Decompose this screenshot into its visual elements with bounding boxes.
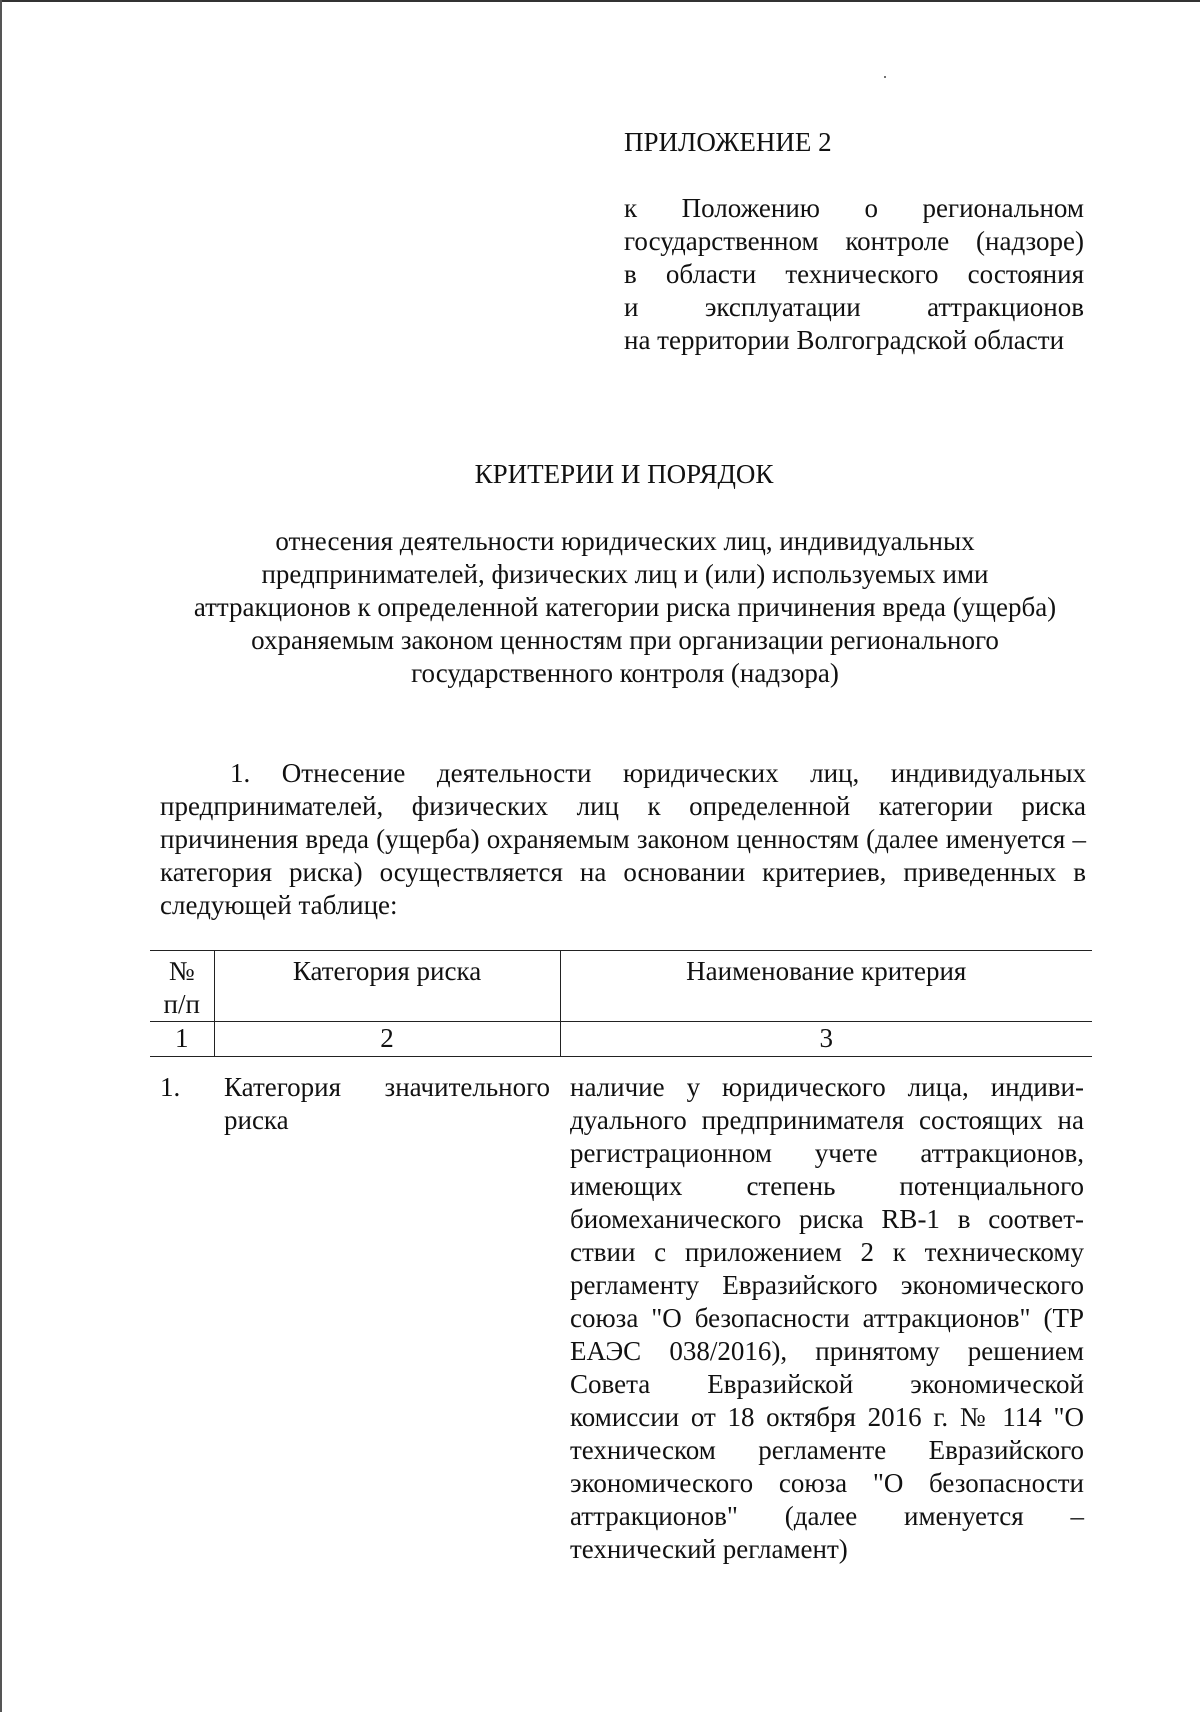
- appendix-title: ПРИЛОЖЕНИЕ 2: [624, 127, 832, 157]
- subtitle-line: отнесения деятельности юридических лиц, индивидуальных: [275, 526, 975, 556]
- header-category: Категория риска: [214, 951, 560, 1022]
- column-number: 1: [150, 1022, 214, 1057]
- scan-edge-top: [0, 0, 1200, 2]
- paragraph-1: 1. Отнесение деятельности юридических лиц, индивидуальных предпринимателей, физических лиц к определенной категории риска причинения вреда (ущерба) охраняемым законом ценностям (далее именуется – категория риска) осуществляется на основании критериев, приведенных в следующей таблице:: [160, 758, 1086, 920]
- scan-edge-left: [0, 0, 2, 1712]
- appendix-text: [624, 192, 1084, 357]
- appendix-line: и эксплуатации аттракционов: [624, 292, 1084, 322]
- category-line: Категория значительного: [224, 1072, 550, 1102]
- header-num-symbol: №: [168, 956, 195, 986]
- subtitle-line: предпринимателей, физических лиц и (или) используемых ими: [261, 559, 989, 589]
- scan-speck: [884, 76, 886, 78]
- subtitle-line: аттракционов к определенной категории риска причинения вреда (ущерба): [193, 592, 1057, 622]
- header-num: [150, 951, 214, 1022]
- row-number: 1.: [160, 1072, 181, 1102]
- appendix-line: на территории Волгоградской области: [624, 325, 1065, 355]
- row-criterion: наличие у юридического лица, индивидуального предпринимателя состоящих на регистрационном учете аттракционов, имеющих степень потенциального биомеханического риска RB-1 в соответствии с приложением 2 к техническому регламенту Евразийского экономического союза "О безопасности аттракционов" (ТР ЕАЭС 038/2016), принятому решением Совета Евразийской экономической комиссии от 18 октября 2016 г. № 114 "О техническом регламенте Евразийского экономического союза "О безопасности аттракционов" (далее именуется – технический регламент): [570, 1072, 1084, 1564]
- subtitle-line: государственного контроля (надзора): [411, 658, 839, 688]
- column-number-row: [150, 1022, 1092, 1057]
- table-header-row: [150, 951, 1092, 1022]
- appendix-line: в области технического состояния: [624, 259, 1084, 289]
- table-row: [150, 1057, 1092, 1567]
- header-criterion: Наименование критерия: [560, 951, 1092, 1022]
- category-line: риска: [224, 1105, 289, 1135]
- document-title: КРИТЕРИИ И ПОРЯДОК: [474, 459, 774, 489]
- column-number: 2: [214, 1022, 560, 1057]
- appendix-line: к Положению о региональном: [624, 193, 1084, 223]
- criteria-table: [150, 950, 1092, 1566]
- appendix-line: государственном контроле (надзоре): [624, 226, 1084, 256]
- document-subtitle: [160, 525, 1090, 690]
- column-number: 3: [560, 1022, 1092, 1057]
- subtitle-line: охраняемым законом ценностям при организации регионального: [251, 625, 999, 655]
- appendix-block: [624, 126, 1084, 357]
- header-num-pp: п/п: [163, 989, 200, 1019]
- row-category: [214, 1057, 560, 1567]
